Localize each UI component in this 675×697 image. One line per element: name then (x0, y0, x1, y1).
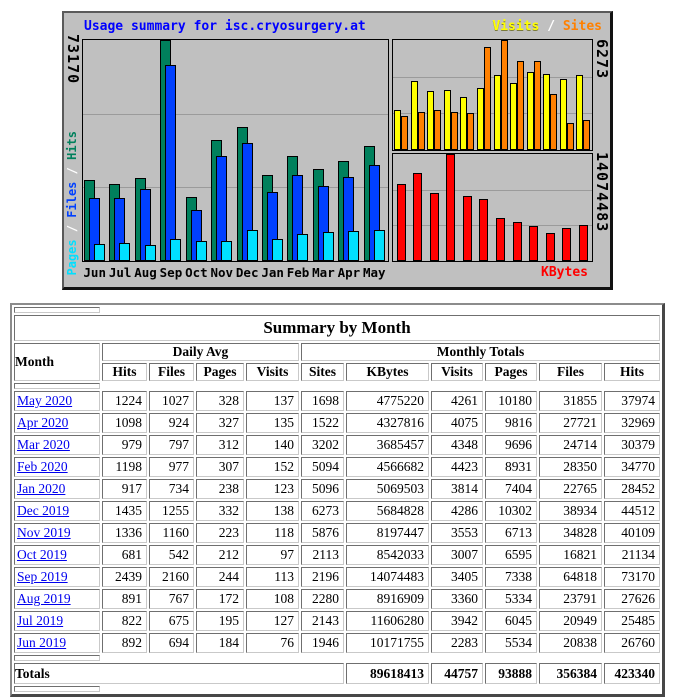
hits-cell: 34770 (604, 457, 660, 477)
month-axis-label: Dec (235, 265, 259, 280)
month-link[interactable]: Jun 2019 (17, 635, 67, 650)
sites-cell: 1946 (301, 633, 344, 653)
sites-bar (517, 61, 524, 150)
totals-label: Totals (14, 663, 344, 684)
kbytes-bar (463, 196, 472, 261)
daily-visits-cell: 127 (246, 611, 299, 631)
files-bar (165, 65, 176, 261)
daily-visits-cell: 76 (246, 633, 299, 653)
visits-bar (427, 91, 434, 150)
sites-cell: 2143 (301, 611, 344, 631)
kbytes-bar (562, 228, 571, 261)
sites-bar (401, 116, 408, 150)
pages-bar (297, 234, 308, 261)
gridline (393, 190, 592, 191)
sites-bar (534, 61, 541, 150)
visits-cell: 3405 (431, 567, 483, 587)
month-row (14, 457, 660, 477)
kbytes-bar (513, 222, 522, 261)
daily-pages-cell: 212 (196, 545, 244, 565)
sites-cell: 5096 (301, 479, 344, 499)
daily-pages-cell: 172 (196, 589, 244, 609)
hits-cell: 30379 (604, 435, 660, 455)
pages-axis-word: Pages (65, 239, 79, 276)
visits-cell: 3814 (431, 479, 483, 499)
hits-files-pages-panel (82, 39, 389, 262)
kbytes-bar (529, 226, 538, 261)
kbytes-bar (446, 154, 455, 261)
monthly-sites-header: Sites (301, 363, 344, 381)
files-axis-word: Files (65, 181, 79, 218)
legend-visits-label: Visits (492, 19, 540, 34)
sites-cell: 1522 (301, 413, 344, 433)
daily-hits-header: Hits (102, 363, 147, 381)
daily-files-cell: 767 (149, 589, 194, 609)
totals-hits-cell: 423340 (604, 663, 660, 684)
visits-cell: 3007 (431, 545, 483, 565)
daily-hits-cell: 1224 (102, 391, 147, 411)
monthly-pages-header: Pages (485, 363, 537, 381)
pages-files-hits-axis-label (66, 131, 79, 276)
monthly-files-header: Files (539, 363, 602, 381)
files-cell: 31855 (539, 391, 602, 411)
month-axis-label: Aug (134, 265, 157, 280)
daily-hits-cell: 1435 (102, 501, 147, 521)
daily-files-cell: 2160 (149, 567, 194, 587)
gridline (393, 225, 592, 226)
sites-bar (567, 123, 574, 150)
sites-cell: 5876 (301, 523, 344, 543)
visits-bar (510, 83, 517, 150)
pages-cell: 7404 (485, 479, 537, 499)
month-row (14, 633, 660, 653)
daily-visits-cell: 118 (246, 523, 299, 543)
month-axis-label: May (362, 265, 386, 280)
daily-pages-cell: 307 (196, 457, 244, 477)
visits-bar (411, 81, 418, 150)
visits-bar (394, 110, 401, 150)
kbytes-cell: 4775220 (346, 391, 429, 411)
month-row (14, 413, 660, 433)
files-cell: 23791 (539, 589, 602, 609)
files-cell: 27721 (539, 413, 602, 433)
daily-visits-cell: 135 (246, 413, 299, 433)
month-axis-label: Jan (261, 265, 284, 280)
pages-bar (94, 244, 105, 261)
visits-cell: 4348 (431, 435, 483, 455)
kbytes-bar (479, 199, 488, 261)
sites-bar (550, 94, 557, 150)
legend-sites-label: Sites (562, 19, 602, 34)
sites-bar (583, 120, 590, 150)
totals-pages-cell: 93888 (485, 663, 537, 684)
month-link[interactable]: Apr 2020 (17, 415, 69, 430)
table-title: Summary by Month (14, 315, 660, 341)
daily-hits-cell: 1336 (102, 523, 147, 543)
chart-legend (492, 19, 602, 34)
monthly-visits-header: Visits (431, 363, 483, 381)
visits-cell: 4423 (431, 457, 483, 477)
kbytes-cell: 8916909 (346, 589, 429, 609)
sites-axis-max-label: 6273 (593, 39, 611, 80)
month-cell (14, 611, 100, 631)
daily-pages-cell: 312 (196, 435, 244, 455)
kbytes-bar (413, 173, 422, 261)
sites-cell: 6273 (301, 501, 344, 521)
sites-cell: 3202 (301, 435, 344, 455)
pages-cell: 10180 (485, 391, 537, 411)
month-link[interactable]: Mar 2020 (17, 437, 70, 452)
usage-summary-graph (62, 11, 613, 290)
month-row (14, 523, 660, 543)
kbytes-cell: 4327816 (346, 413, 429, 433)
daily-files-cell: 734 (149, 479, 194, 499)
daily-visits-header: Visits (246, 363, 299, 381)
month-axis-labels (82, 265, 389, 280)
daily-visits-cell: 108 (246, 589, 299, 609)
kbytes-axis-label: KBytes (541, 265, 588, 280)
daily-visits-cell: 97 (246, 545, 299, 565)
month-row (14, 501, 660, 521)
daily-hits-cell: 979 (102, 435, 147, 455)
daily-visits-cell: 123 (246, 479, 299, 499)
visits-bar (460, 97, 467, 150)
kbytes-bar (397, 184, 406, 261)
pages-bar (221, 241, 232, 261)
hits-cell: 26760 (604, 633, 660, 653)
daily-hits-cell: 917 (102, 479, 147, 499)
daily-files-cell: 977 (149, 457, 194, 477)
month-cell (14, 523, 100, 543)
files-cell: 20838 (539, 633, 602, 653)
kbytes-bar (430, 193, 439, 261)
month-link[interactable]: Nov 2019 (17, 525, 71, 540)
pages-cell: 8931 (485, 457, 537, 477)
daily-pages-cell: 195 (196, 611, 244, 631)
files-cell: 34828 (539, 523, 602, 543)
spacer-row (14, 655, 660, 661)
spacer-cell (14, 655, 100, 661)
kbytes-bar (496, 218, 505, 261)
files-cell: 24714 (539, 435, 602, 455)
daily-pages-cell: 332 (196, 501, 244, 521)
visits-cell: 2283 (431, 633, 483, 653)
month-row (14, 611, 660, 631)
month-row (14, 391, 660, 411)
kbytes-bar (546, 233, 555, 261)
sites-cell: 2196 (301, 567, 344, 587)
visits-cell: 3360 (431, 589, 483, 609)
daily-pages-cell: 328 (196, 391, 244, 411)
daily-pages-cell: 184 (196, 633, 244, 653)
chart-title: Usage summary for isc.cryosurgery.at (84, 19, 366, 34)
files-cell: 20949 (539, 611, 602, 631)
summary-by-month-table (10, 303, 665, 697)
month-row (14, 567, 660, 587)
pages-bar (374, 230, 385, 261)
daily-visits-cell: 137 (246, 391, 299, 411)
month-cell (14, 413, 100, 433)
sites-cell: 2113 (301, 545, 344, 565)
sites-bar (467, 113, 474, 150)
visits-sites-panel (392, 39, 593, 151)
pages-bar (196, 241, 207, 261)
month-row (14, 479, 660, 499)
legend-separator: / (539, 19, 563, 34)
visits-bar (527, 72, 534, 150)
month-axis-label: Nov (210, 265, 234, 280)
pages-bar (348, 231, 359, 261)
gridline (393, 77, 592, 78)
month-axis-label: Sep (159, 265, 183, 280)
hits-cell: 73170 (604, 567, 660, 587)
daily-pages-header: Pages (196, 363, 244, 381)
sites-bar (451, 112, 458, 151)
daily-visits-cell: 138 (246, 501, 299, 521)
daily-files-cell: 924 (149, 413, 194, 433)
month-axis-label: Jul (108, 265, 132, 280)
visits-bar (444, 90, 451, 150)
month-link[interactable]: Aug 2019 (17, 591, 71, 606)
month-column-header: Month (14, 343, 100, 381)
month-cell (14, 545, 100, 565)
spacer-row (14, 686, 660, 692)
files-cell: 38934 (539, 501, 602, 521)
daily-files-cell: 1027 (149, 391, 194, 411)
kbytes-bar (579, 225, 588, 261)
files-cell: 64818 (539, 567, 602, 587)
daily-files-cell: 542 (149, 545, 194, 565)
daily-hits-cell: 1198 (102, 457, 147, 477)
totals-kbytes-cell: 89618413 (346, 663, 429, 684)
daily-files-cell: 1160 (149, 523, 194, 543)
kbytes-cell: 8197447 (346, 523, 429, 543)
month-link[interactable]: Sep 2019 (17, 569, 68, 584)
daily-avg-header: Daily Avg (102, 343, 299, 361)
spacer-cell (14, 383, 100, 389)
sites-cell: 2280 (301, 589, 344, 609)
month-cell (14, 457, 100, 477)
files-cell: 28350 (539, 457, 602, 477)
totals-row (14, 663, 660, 684)
pages-cell: 9816 (485, 413, 537, 433)
month-link[interactable]: Oct 2019 (17, 547, 67, 562)
sites-bar (418, 112, 425, 150)
daily-pages-cell: 238 (196, 479, 244, 499)
visits-bar (543, 74, 550, 150)
daily-pages-cell: 327 (196, 413, 244, 433)
sites-bar (501, 40, 508, 150)
pages-bar (247, 230, 258, 261)
hits-cell: 28452 (604, 479, 660, 499)
month-cell (14, 391, 100, 411)
daily-hits-cell: 822 (102, 611, 147, 631)
daily-hits-cell: 892 (102, 633, 147, 653)
pages-cell: 9696 (485, 435, 537, 455)
hits-cell: 44512 (604, 501, 660, 521)
kbytes-cell: 11606280 (346, 611, 429, 631)
sites-bar (484, 47, 491, 150)
month-axis-label: Jun (83, 265, 106, 280)
sites-cell: 5094 (301, 457, 344, 477)
daily-files-cell: 797 (149, 435, 194, 455)
hits-cell: 40109 (604, 523, 660, 543)
group-header-row (14, 343, 660, 361)
kbytes-cell: 4566682 (346, 457, 429, 477)
table-title-row (14, 315, 660, 341)
kbytes-cell: 10171755 (346, 633, 429, 653)
spacer-row (14, 307, 660, 313)
hits-cell: 37974 (604, 391, 660, 411)
month-link[interactable]: Feb 2020 (17, 459, 68, 474)
visits-bar (560, 79, 567, 150)
pages-cell: 6713 (485, 523, 537, 543)
month-cell (14, 501, 100, 521)
sites-bar (434, 110, 441, 150)
hits-axis-word: Hits (65, 131, 79, 160)
month-axis-label: Feb (286, 265, 310, 280)
pages-cell: 6595 (485, 545, 537, 565)
daily-files-header: Files (149, 363, 194, 381)
pages-bar (145, 245, 156, 261)
visits-cell: 4075 (431, 413, 483, 433)
spacer-cell (14, 686, 100, 692)
month-link[interactable]: May 2020 (17, 393, 73, 408)
spacer-row (14, 383, 660, 389)
month-cell (14, 479, 100, 499)
visits-cell: 4261 (431, 391, 483, 411)
spacer-cell (14, 307, 100, 313)
hits-axis-max-label: 73170 (64, 34, 82, 85)
visits-cell: 3553 (431, 523, 483, 543)
daily-files-cell: 694 (149, 633, 194, 653)
month-row (14, 589, 660, 609)
pages-bar (119, 243, 130, 261)
month-row (14, 435, 660, 455)
daily-hits-cell: 2439 (102, 567, 147, 587)
daily-pages-cell: 223 (196, 523, 244, 543)
axis-separator: / (65, 159, 79, 182)
month-cell (14, 567, 100, 587)
daily-hits-cell: 1098 (102, 413, 147, 433)
pages-bar (170, 239, 181, 261)
daily-visits-cell: 140 (246, 435, 299, 455)
visits-bar (494, 75, 501, 150)
pages-cell: 5334 (485, 589, 537, 609)
month-cell (14, 633, 100, 653)
pages-bar (272, 239, 283, 261)
month-link[interactable]: Jul 2019 (17, 613, 64, 628)
kbytes-cell: 5069503 (346, 479, 429, 499)
month-axis-label: Mar (312, 265, 335, 280)
files-cell: 16821 (539, 545, 602, 565)
monthly-totals-header: Monthly Totals (301, 343, 660, 361)
kbytes-panel (392, 153, 593, 262)
visits-bar (477, 88, 484, 150)
pages-bar (323, 232, 334, 261)
gridline (83, 114, 388, 115)
column-header-row (14, 363, 660, 381)
month-cell (14, 589, 100, 609)
kbytes-cell: 3685457 (346, 435, 429, 455)
daily-visits-cell: 113 (246, 567, 299, 587)
axis-separator: / (65, 217, 79, 240)
hits-cell: 32969 (604, 413, 660, 433)
kbytes-axis-max-label: 14074483 (593, 152, 611, 233)
visits-bar (576, 75, 583, 150)
totals-files-cell: 356384 (539, 663, 602, 684)
daily-hits-cell: 681 (102, 545, 147, 565)
files-cell: 22765 (539, 479, 602, 499)
daily-files-cell: 675 (149, 611, 194, 631)
monthly-hits-header: Hits (604, 363, 660, 381)
kbytes-cell: 5684828 (346, 501, 429, 521)
daily-hits-cell: 891 (102, 589, 147, 609)
hits-cell: 25485 (604, 611, 660, 631)
kbytes-cell: 14074483 (346, 567, 429, 587)
sites-cell: 1698 (301, 391, 344, 411)
daily-pages-cell: 244 (196, 567, 244, 587)
visits-cell: 3942 (431, 611, 483, 631)
month-link[interactable]: Jan 2020 (17, 481, 66, 496)
pages-cell: 7338 (485, 567, 537, 587)
visits-cell: 4286 (431, 501, 483, 521)
totals-visits-cell: 44757 (431, 663, 483, 684)
pages-cell: 10302 (485, 501, 537, 521)
kbytes-cell: 8542033 (346, 545, 429, 565)
monthly-kbytes-header: KBytes (346, 363, 429, 381)
month-axis-label: Apr (337, 265, 361, 280)
pages-cell: 5534 (485, 633, 537, 653)
month-cell (14, 435, 100, 455)
month-row (14, 545, 660, 565)
hits-cell: 27626 (604, 589, 660, 609)
month-link[interactable]: Dec 2019 (17, 503, 70, 518)
pages-cell: 6045 (485, 611, 537, 631)
hits-cell: 21134 (604, 545, 660, 565)
month-axis-label: Oct (185, 265, 208, 280)
daily-visits-cell: 152 (246, 457, 299, 477)
daily-files-cell: 1255 (149, 501, 194, 521)
